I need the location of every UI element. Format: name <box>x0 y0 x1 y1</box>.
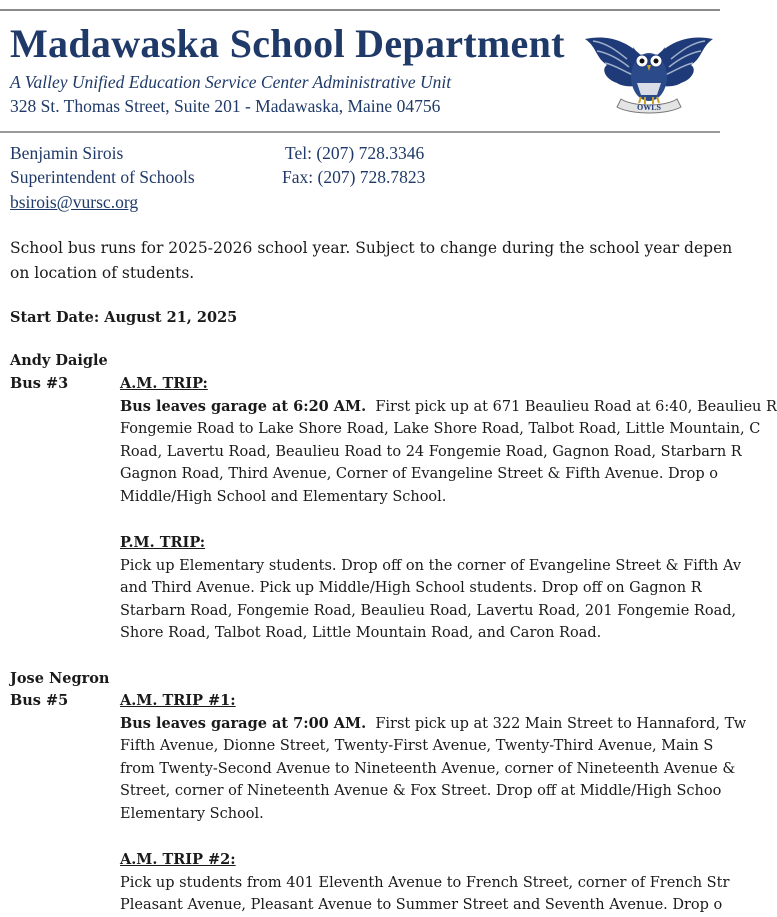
trip-line: Gagnon Road, Third Avenue, Corner of Evangeline Street & Fifth Avenue. Drop o <box>120 466 718 483</box>
header-divider <box>0 131 720 133</box>
trip-heading: A.M. TRIP: <box>120 375 208 392</box>
trip-line: Pick up students from 401 Eleventh Avenue to French Street, corner of French Str <box>120 874 730 891</box>
header-subtitle: A Valley Unified Education Service Center Administrative Unit <box>10 72 452 92</box>
trip-line: First pick up at 322 Main Street to Hannaford, Tw <box>366 715 747 732</box>
trip-heading: A.M. TRIP #2: <box>120 851 236 868</box>
trip-lead: Bus leaves garage at 7:00 AM. <box>120 714 367 732</box>
trip-line: Fongemie Road to Lake Shore Road, Lake Shore Road, Talbot Road, Little Mountain, C <box>120 421 761 438</box>
contact-name: Benjamin Sirois <box>10 143 124 163</box>
trip-line: Elementary School. <box>120 805 264 822</box>
trip-line: from Twenty-Second Avenue to Nineteenth Avenue, corner of Nineteenth Avenue & <box>120 760 736 777</box>
trip-lead: Bus leaves garage at 6:20 AM. <box>120 397 367 415</box>
intro-line: School bus runs for 2025-2026 school year. Subject to change during the school year depen <box>10 239 733 257</box>
trip-line: Fifth Avenue, Dionne Street, Twenty-First Avenue, Twenty-Third Avenue, Main S <box>120 738 714 755</box>
bus-number: Bus #3 <box>10 375 69 392</box>
contact-tel: Tel: (207) 728.3346 <box>285 143 425 163</box>
trip-line: Starbarn Road, Fongemie Road, Beaulieu Road, Lavertu Road, 201 Fongemie Road, <box>120 602 737 619</box>
email-link[interactable]: bsirois@vursc.org <box>10 192 139 212</box>
trip-heading: A.M. TRIP #1: <box>120 692 236 709</box>
trip-block <box>120 373 777 509</box>
trip-heading: P.M. TRIP: <box>120 534 206 551</box>
logo-banner-text: OWLS <box>636 103 662 112</box>
page-title: Madawaska School Department <box>10 21 565 66</box>
trip-line: and Third Avenue. Pick up Middle/High School students. Drop off on Gagnon R <box>120 580 702 597</box>
trip-block <box>120 532 741 645</box>
contact-email[interactable] <box>10 192 138 213</box>
trip-block <box>120 690 746 826</box>
owl-logo <box>583 25 715 119</box>
driver-name: Andy Daigle <box>10 352 108 369</box>
contact-role: Superintendent of Schools <box>10 167 195 187</box>
trip-line: First pick up at 671 Beaulieu Road at 6:40, Beaulieu R <box>366 398 777 415</box>
trip-line: Pleasant Avenue, Pleasant Avenue to Summer Street and Seventh Avenue. Drop o <box>120 897 723 914</box>
top-rule <box>0 9 720 11</box>
bus-number: Bus #5 <box>10 692 69 709</box>
intro-line: on location of students. <box>10 263 195 282</box>
trip-line: Middle/High School and Elementary School. <box>120 488 447 505</box>
driver-name: Jose Negron <box>10 670 110 687</box>
start-date: Start Date: August 21, 2025 <box>10 309 238 326</box>
intro-paragraph <box>10 236 732 285</box>
contact-fax: Fax: (207) 728.7823 <box>282 167 426 187</box>
header-address: 328 St. Thomas Street, Suite 201 - Madawaska, Maine 04756 <box>10 96 441 116</box>
trip-line: Pick up Elementary students. Drop off on the corner of Evangeline Street & Fifth Av <box>120 557 742 574</box>
trip-line: Road, Lavertu Road, Beaulieu Road to 24 Fongemie Road, Gagnon Road, Starbarn R <box>120 443 742 460</box>
trip-line: Street, corner of Nineteenth Avenue & Fox Street. Drop off at Middle/High Schoo <box>120 783 722 800</box>
trip-line: Shore Road, Talbot Road, Little Mountain Road, and Caron Road. <box>120 625 602 642</box>
trip-block <box>120 849 729 917</box>
